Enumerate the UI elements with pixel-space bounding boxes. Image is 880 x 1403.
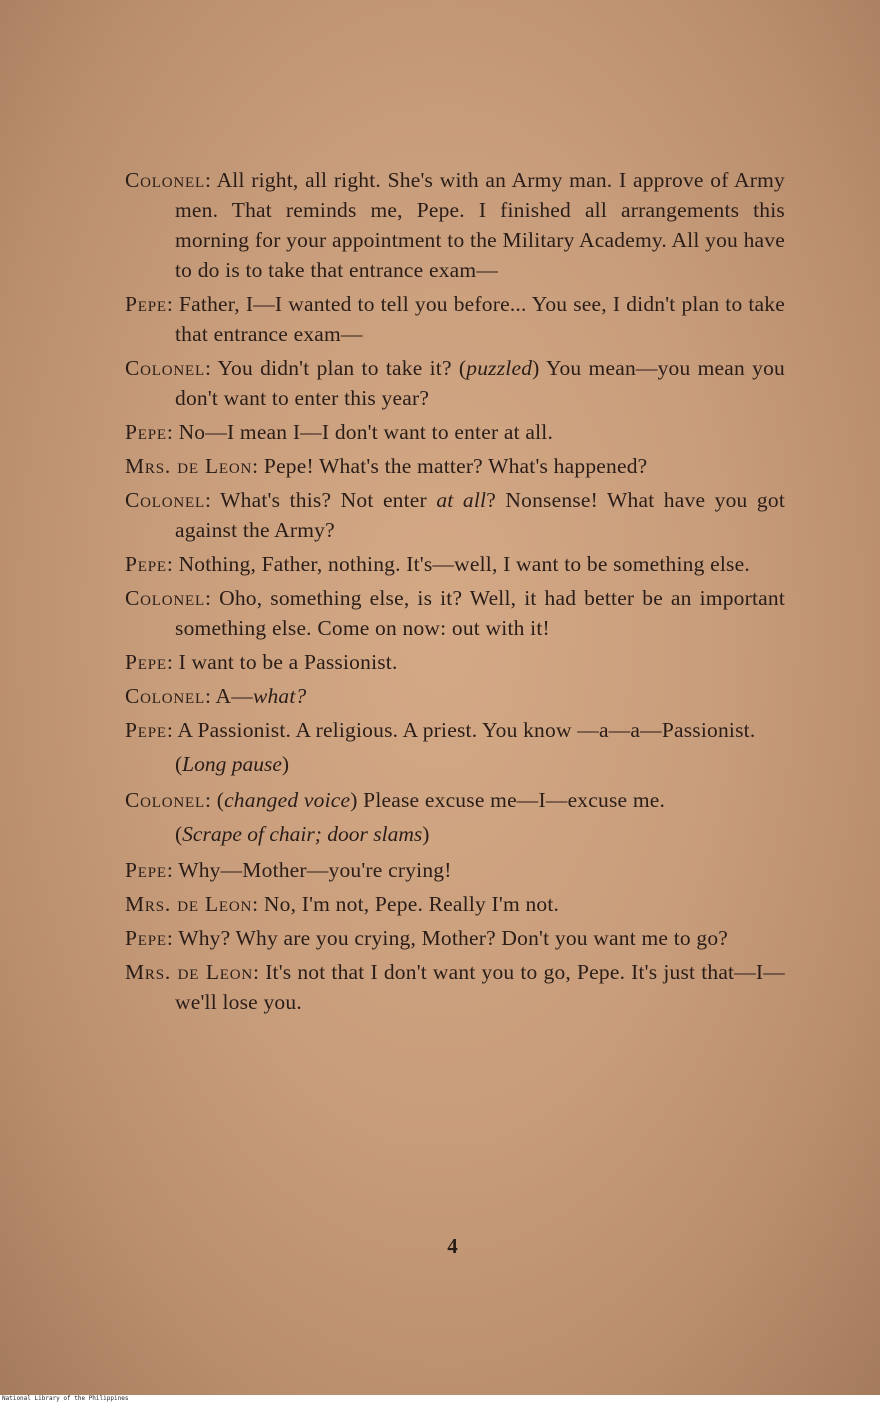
dialogue-text: What's this? Not enter bbox=[220, 488, 437, 512]
dialogue-line: Pepe: Why—Mother—you're crying! bbox=[125, 858, 452, 882]
speaker-name: Colonel bbox=[125, 356, 205, 380]
page-number: 4 bbox=[447, 1234, 458, 1258]
dialogue-line: Colonel: A—what? bbox=[125, 684, 307, 708]
stage-direction: (Long pause) bbox=[175, 752, 290, 776]
dialogue-line: Mrs. de Leon: It's not that I don't want you to go, Pepe. It's just that—I—we'll lose you. bbox=[125, 960, 785, 1014]
dialogue-text: You didn't plan to take it? ( bbox=[217, 356, 467, 380]
dialogue-line: Pepe: Nothing, Father, nothing. It's—well, I want to be something else. bbox=[125, 552, 750, 576]
dialogue-text: A— bbox=[215, 684, 253, 708]
script-text bbox=[125, 165, 785, 1021]
speaker-name: Pepe bbox=[125, 650, 167, 674]
dialogue-line: Mrs. de Leon: Pepe! What's the matter? What's happened? bbox=[125, 454, 648, 478]
speaker-name: Pepe bbox=[125, 552, 167, 576]
stage-direction-inline: what? bbox=[252, 684, 307, 708]
stage-direction-inline: puzzled bbox=[466, 356, 533, 380]
dialogue-line: Pepe: Why? Why are you crying, Mother? Don't you want me to go? bbox=[125, 926, 729, 950]
dialogue-line: Pepe: A Passionist. A religious. A priest. You know —a—a—Passionist. bbox=[125, 718, 756, 742]
dialogue-line: Colonel: All right, all right. She's with an Army man. I approve of Army men. That reminds me, Pepe. I finished all arrangements this morning for your appointment to the Military Academy. All you have to do is to take that entrance exam— bbox=[125, 168, 785, 282]
dialogue-text: ) Please excuse me—I—excuse me. bbox=[350, 788, 666, 812]
dialogue-text: Oho, something else, is it? Well, it had better be an important something else. Come on now: out with it! bbox=[175, 586, 786, 640]
speaker-name: Pepe bbox=[125, 858, 167, 882]
speaker-name: Colonel bbox=[125, 684, 205, 708]
stage-direction: (Scrape of chair; door slams) bbox=[175, 822, 430, 846]
stage-direction-text: Scrape of chair; door slams bbox=[182, 822, 423, 846]
dialogue-text: All right, all right. She's with an Army man. I approve of Army men. That reminds me, Pepe. I finished all arrangements this morning for your appointment to the Military Academy. All you have to do is to take that entrance exam— bbox=[175, 168, 785, 282]
dialogue-text: It's not that I don't want you to go, Pepe. It's just that—I—we'll lose you. bbox=[175, 960, 785, 1014]
dialogue-text: Pepe! What's the matter? What's happened? bbox=[263, 454, 648, 478]
dialogue-text: ( bbox=[216, 788, 225, 812]
stage-direction-inline: at all bbox=[436, 488, 487, 512]
dialogue-line: Pepe: I want to be a Passionist. bbox=[125, 650, 398, 674]
dialogue-text: No—I mean I—I don't want to enter at all. bbox=[178, 420, 554, 444]
stage-direction-text: Long pause bbox=[182, 752, 282, 776]
dialogue-text: ? Nonsense! What have you got against the Army? bbox=[175, 488, 785, 542]
dialogue-text: No, I'm not, Pepe. Really I'm not. bbox=[263, 892, 560, 916]
dialogue-line: Pepe: Father, I—I wanted to tell you before... You see, I didn't plan to take that entrance exam— bbox=[125, 292, 785, 346]
dialogue-line: Pepe: No—I mean I—I don't want to enter at all. bbox=[125, 420, 554, 444]
dialogue-text: A Passionist. A religious. A priest. You know —a—a—Passionist. bbox=[177, 718, 756, 742]
speaker-name: Pepe bbox=[125, 292, 167, 316]
speaker-name: Mrs. de Leon bbox=[125, 960, 253, 984]
speaker-name: Mrs. de Leon bbox=[125, 454, 253, 478]
speaker-name: Pepe bbox=[125, 420, 167, 444]
dialogue-text: ) You mean—you mean you don't want to enter this year? bbox=[175, 356, 785, 410]
library-footer: National Library of the Philippines bbox=[0, 1395, 880, 1403]
dialogue-text: Father, I—I wanted to tell you before... You see, I didn't plan to take that entrance exam— bbox=[175, 292, 785, 346]
dialogue-line: Mrs. de Leon: No, I'm not, Pepe. Really I'm not. bbox=[125, 892, 560, 916]
speaker-name: Colonel bbox=[125, 488, 205, 512]
speaker-name: Colonel bbox=[125, 168, 205, 192]
dialogue-text: I want to be a Passionist. bbox=[178, 650, 398, 674]
speaker-name: Pepe bbox=[125, 718, 167, 742]
dialogue-line: Colonel: What's this? Not enter at all? Nonsense! What have you got against the Army? bbox=[125, 488, 785, 542]
speaker-name: Colonel bbox=[125, 788, 205, 812]
dialogue-text: Why? Why are you crying, Mother? Don't you want me to go? bbox=[178, 926, 729, 950]
dialogue-text: Why—Mother—you're crying! bbox=[178, 858, 452, 882]
stage-direction-inline: changed voice bbox=[224, 788, 351, 812]
speaker-name: Colonel bbox=[125, 586, 205, 610]
speaker-name: Mrs. de Leon bbox=[125, 892, 253, 916]
dialogue-line: Colonel: You didn't plan to take it? (puzzled) You mean—you mean you don't want to enter this year? bbox=[125, 356, 785, 410]
speaker-name: Pepe bbox=[125, 926, 167, 950]
dialogue-line: Colonel: (changed voice) Please excuse me—I—excuse me. bbox=[125, 788, 666, 812]
dialogue-text: Nothing, Father, nothing. It's—well, I want to be something else. bbox=[178, 552, 750, 576]
dialogue-line: Colonel: Oho, something else, is it? Well, it had better be an important something else. Come on now: out with it! bbox=[125, 586, 786, 640]
